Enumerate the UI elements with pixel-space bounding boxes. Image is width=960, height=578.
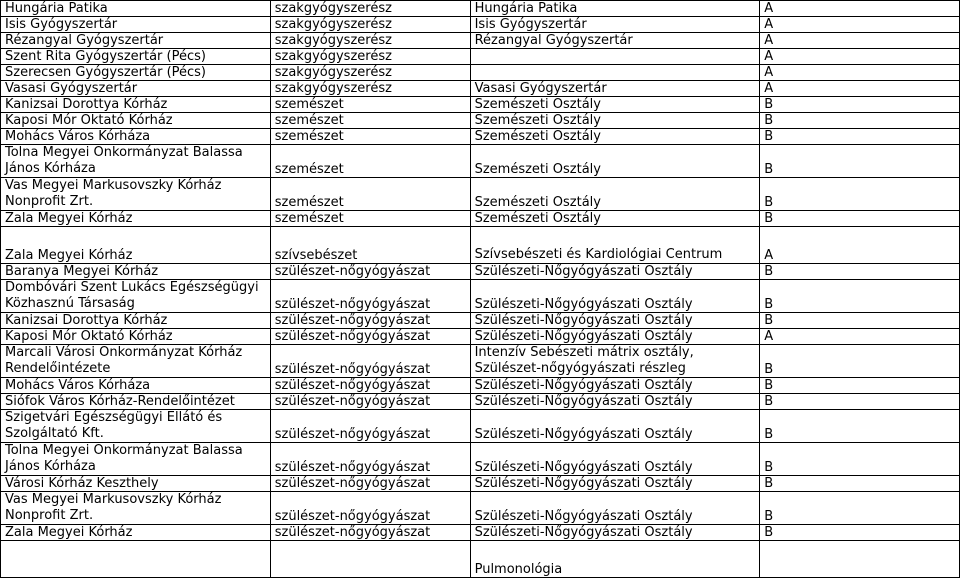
table-row (1, 492, 960, 525)
specialty-cell[interactable]: szülészet-nőgyógyászat (270, 345, 470, 378)
specialty-cell[interactable]: szülészet-nőgyógyászat (270, 264, 470, 280)
table-row (1, 329, 960, 345)
specialty-cell[interactable]: szívsebészet (270, 227, 470, 264)
specialty-cell[interactable]: szülészet-nőgyógyászat (270, 280, 470, 313)
department-cell[interactable]: Intenzív Sebészeti mátrix osztály, Szülészet-nőgyógyászati részleg (470, 345, 760, 378)
institution-cell[interactable]: Szerecsen Gyógyszertár (Pécs) (1, 65, 271, 81)
level-cell[interactable]: B (760, 113, 960, 129)
level-cell[interactable]: B (760, 525, 960, 541)
specialty-cell[interactable]: szakgyógyszerész (270, 81, 470, 97)
specialty-cell[interactable]: szülészet-nőgyógyászat (270, 443, 470, 476)
table-row (1, 49, 960, 65)
department-cell[interactable]: Szemészeti Osztály (470, 178, 760, 211)
specialty-cell[interactable] (270, 541, 470, 578)
level-cell[interactable]: B (760, 443, 960, 476)
institution-cell[interactable]: Mohács Város Kórháza (1, 378, 271, 394)
table-row (1, 211, 960, 227)
department-cell[interactable]: Szülészeti-Nőgyógyászati Osztály (470, 313, 760, 329)
specialty-cell[interactable]: szakgyógyszerész (270, 65, 470, 81)
department-cell[interactable]: Szemészeti Osztály (470, 113, 760, 129)
level-cell[interactable]: B (760, 280, 960, 313)
department-cell[interactable]: Szülészeti-Nőgyógyászati Osztály (470, 329, 760, 345)
table-row (1, 113, 960, 129)
level-cell[interactable]: B (760, 145, 960, 178)
institution-cell[interactable]: Tolna Megyei Önkormányzat Balassa János Kórháza (1, 145, 271, 178)
table-row (1, 541, 960, 578)
specialty-cell[interactable]: szülészet-nőgyógyászat (270, 329, 470, 345)
department-cell[interactable]: Szülészeti-Nőgyógyászati Osztály (470, 443, 760, 476)
table-row (1, 129, 960, 145)
department-cell[interactable]: Szemészeti Osztály (470, 211, 760, 227)
institution-cell[interactable]: Vas Megyei Markusovszky Kórház Nonprofit Zrt. (1, 492, 271, 525)
level-cell[interactable]: B (760, 313, 960, 329)
institution-cell[interactable]: Hungária Patika (1, 1, 271, 17)
table-row (1, 525, 960, 541)
table-row (1, 264, 960, 280)
department-cell[interactable]: Szemészeti Osztály (470, 145, 760, 178)
institution-cell[interactable]: Kanizsai Dorottya Kórház (1, 97, 271, 113)
level-cell[interactable]: A (760, 1, 960, 17)
table-row (1, 378, 960, 394)
table-row (1, 17, 960, 33)
specialty-cell[interactable]: szülészet-nőgyógyászat (270, 492, 470, 525)
level-cell[interactable]: B (760, 211, 960, 227)
department-cell[interactable]: Szülészeti-Nőgyógyászati Osztály (470, 378, 760, 394)
table-row (1, 33, 960, 49)
table-row (1, 394, 960, 410)
institution-cell[interactable]: Szent Rita Gyógyszertár (Pécs) (1, 49, 271, 65)
level-cell[interactable]: B (760, 410, 960, 443)
department-cell[interactable]: Rézangyal Gyógyszertár (470, 33, 760, 49)
department-cell[interactable]: Szülészeti-Nőgyógyászati Osztály (470, 525, 760, 541)
institution-cell[interactable]: Mohács Város Kórháza (1, 129, 271, 145)
institution-cell[interactable]: Zala Megyei Kórház (1, 227, 271, 264)
institution-cell[interactable]: Rézangyal Gyógyszertár (1, 33, 271, 49)
level-cell[interactable]: B (760, 178, 960, 211)
specialty-cell[interactable]: szülészet-nőgyógyászat (270, 476, 470, 492)
specialty-cell[interactable]: szemészet (270, 178, 470, 211)
department-cell[interactable] (470, 65, 760, 81)
level-cell[interactable]: B (760, 378, 960, 394)
institution-cell[interactable] (1, 541, 271, 578)
department-cell[interactable]: Szülészeti-Nőgyógyászati Osztály (470, 410, 760, 443)
institution-cell[interactable]: Baranya Megyei Kórház (1, 264, 271, 280)
department-cell[interactable]: Isis Gyógyszertár (470, 17, 760, 33)
institution-cell[interactable]: Vasasi Gyógyszertár (1, 81, 271, 97)
institution-cell[interactable]: Zala Megyei Kórház (1, 211, 271, 227)
table-row (1, 178, 960, 211)
level-cell[interactable]: B (760, 97, 960, 113)
department-cell[interactable]: Szívsebészeti és Kardiológiai Centrum (470, 227, 760, 264)
specialty-cell[interactable]: szakgyógyszerész (270, 17, 470, 33)
specialty-cell[interactable]: szülészet-nőgyógyászat (270, 410, 470, 443)
specialty-cell[interactable]: szakgyógyszerész (270, 33, 470, 49)
institution-cell[interactable]: Kaposi Mór Oktató Kórház (1, 329, 271, 345)
level-cell[interactable]: A (760, 17, 960, 33)
specialty-cell[interactable]: szülészet-nőgyógyászat (270, 378, 470, 394)
department-cell[interactable] (470, 49, 760, 65)
department-cell[interactable]: Szülészeti-Nőgyógyászati Osztály (470, 264, 760, 280)
specialty-cell[interactable]: szakgyógyszerész (270, 1, 470, 17)
department-cell[interactable]: Hungária Patika (470, 1, 760, 17)
table-row (1, 1, 960, 17)
level-cell[interactable] (760, 541, 960, 578)
specialty-cell[interactable]: szemészet (270, 129, 470, 145)
level-cell[interactable]: B (760, 394, 960, 410)
department-cell[interactable]: Szülészeti-Nőgyógyászati Osztály (470, 476, 760, 492)
specialty-cell[interactable]: szemészet (270, 211, 470, 227)
department-cell[interactable]: Szülészeti-Nőgyógyászati Osztály (470, 394, 760, 410)
institution-cell[interactable]: Zala Megyei Kórház (1, 525, 271, 541)
level-cell[interactable]: A (760, 33, 960, 49)
table-row (1, 280, 960, 313)
department-cell[interactable]: Szemészeti Osztály (470, 97, 760, 113)
institution-cell[interactable]: Vas Megyei Markusovszky Kórház Nonprofit Zrt. (1, 178, 271, 211)
specialty-cell[interactable]: szülészet-nőgyógyászat (270, 313, 470, 329)
table-row (1, 476, 960, 492)
department-cell[interactable]: Szülészeti-Nőgyógyászati Osztály (470, 280, 760, 313)
table-row (1, 410, 960, 443)
level-cell[interactable]: A (760, 227, 960, 264)
table-row (1, 81, 960, 97)
level-cell[interactable]: A (760, 329, 960, 345)
level-cell[interactable]: B (760, 345, 960, 378)
table-row (1, 65, 960, 81)
institution-cell[interactable]: Kanizsai Dorottya Kórház (1, 313, 271, 329)
table-row (1, 145, 960, 178)
department-cell[interactable]: Vasasi Gyógyszertár (470, 81, 760, 97)
level-cell[interactable]: B (760, 492, 960, 525)
department-cell[interactable]: Szemészeti Osztály (470, 129, 760, 145)
level-cell[interactable]: B (760, 264, 960, 280)
institution-cell[interactable]: Dombóvári Szent Lukács Egészségügyi Közhasznú Társaság (1, 280, 271, 313)
level-cell[interactable]: A (760, 49, 960, 65)
institution-cell[interactable]: Siófok Város Kórház-Rendelőintézet (1, 394, 271, 410)
institution-cell[interactable]: Marcali Városi Önkormányzat Kórház Rendelőintézete (1, 345, 271, 378)
department-cell[interactable]: Szülészeti-Nőgyógyászati Osztály (470, 492, 760, 525)
institution-cell[interactable]: Szigetvári Egészségügyi Ellátó és Szolgáltató Kft. (1, 410, 271, 443)
level-cell[interactable]: B (760, 129, 960, 145)
specialty-cell[interactable]: szülészet-nőgyógyászat (270, 394, 470, 410)
institution-cell[interactable]: Városi Kórház Keszthely (1, 476, 271, 492)
department-cell[interactable]: Pulmonológia (470, 541, 760, 578)
table-row (1, 345, 960, 378)
level-cell[interactable]: B (760, 476, 960, 492)
specialty-cell[interactable]: szemészet (270, 97, 470, 113)
specialty-cell[interactable]: szakgyógyszerész (270, 49, 470, 65)
table-row (1, 227, 960, 264)
table-row (1, 443, 960, 476)
level-cell[interactable]: A (760, 81, 960, 97)
institution-cell[interactable]: Isis Gyógyszertár (1, 17, 271, 33)
table-row (1, 97, 960, 113)
institution-cell[interactable]: Kaposi Mór Oktató Kórház (1, 113, 271, 129)
table-row (1, 313, 960, 329)
level-cell[interactable]: A (760, 65, 960, 81)
specialty-cell[interactable]: szemészet (270, 113, 470, 129)
specialty-cell[interactable]: szemészet (270, 145, 470, 178)
specialty-cell[interactable]: szülészet-nőgyógyászat (270, 525, 470, 541)
institution-cell[interactable]: Tolna Megyei Önkormányzat Balassa János Kórháza (1, 443, 271, 476)
